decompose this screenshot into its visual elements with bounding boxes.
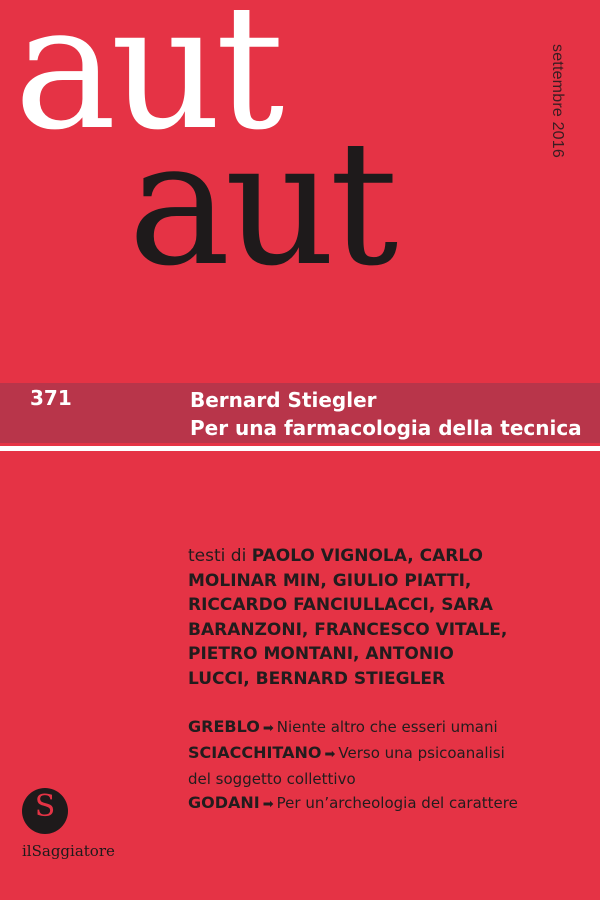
issue-title-block <box>190 386 582 442</box>
arrow-icon: ➡ <box>262 721 274 736</box>
issue-date: settembre 2016 <box>549 44 566 158</box>
issue-author: Bernard Stiegler <box>190 388 377 412</box>
publisher-logo-glyph: S <box>34 789 56 824</box>
masthead-line-1: aut <box>14 0 279 168</box>
contributors-lead: testi di <box>188 546 252 566</box>
article-author: SCIACCHITANO <box>188 743 322 762</box>
contributors <box>188 544 518 691</box>
arrow-icon: ➡ <box>262 797 274 812</box>
article-title-continued: del soggetto collettivo <box>188 770 356 788</box>
article-item <box>188 741 588 767</box>
article-author: GREBLO <box>188 717 260 736</box>
issue-number: 371 <box>30 386 72 410</box>
article-title: Niente altro che esseri umani <box>276 718 498 736</box>
article-title: Per un’archeologia del carattere <box>276 794 518 812</box>
publisher-logo-icon <box>22 788 68 834</box>
contributors-names: PAOLO VIGNOLA, CARLO MOLINAR MIN, GIULIO PIATTI, RICCARDO FANCIULLACCI, SARA BARANZONI, FRANCESCO VITALE, PIETRO MONTANI, ANTONIO LUCCI, BERNARD STIEGLER <box>188 546 508 689</box>
article-title: Verso una psicoanalisi <box>338 744 505 762</box>
article-item <box>188 715 588 741</box>
arrow-icon: ➡ <box>324 747 336 762</box>
articles-list <box>188 715 588 817</box>
article-author: GODANI <box>188 793 260 812</box>
article-item <box>188 791 588 817</box>
issue-title: Per una farmacologia della tecnica <box>190 416 582 440</box>
masthead-line-2: aut <box>128 103 393 304</box>
title-band-rule <box>0 446 600 451</box>
publisher-name: ilSaggiatore <box>22 842 115 860</box>
